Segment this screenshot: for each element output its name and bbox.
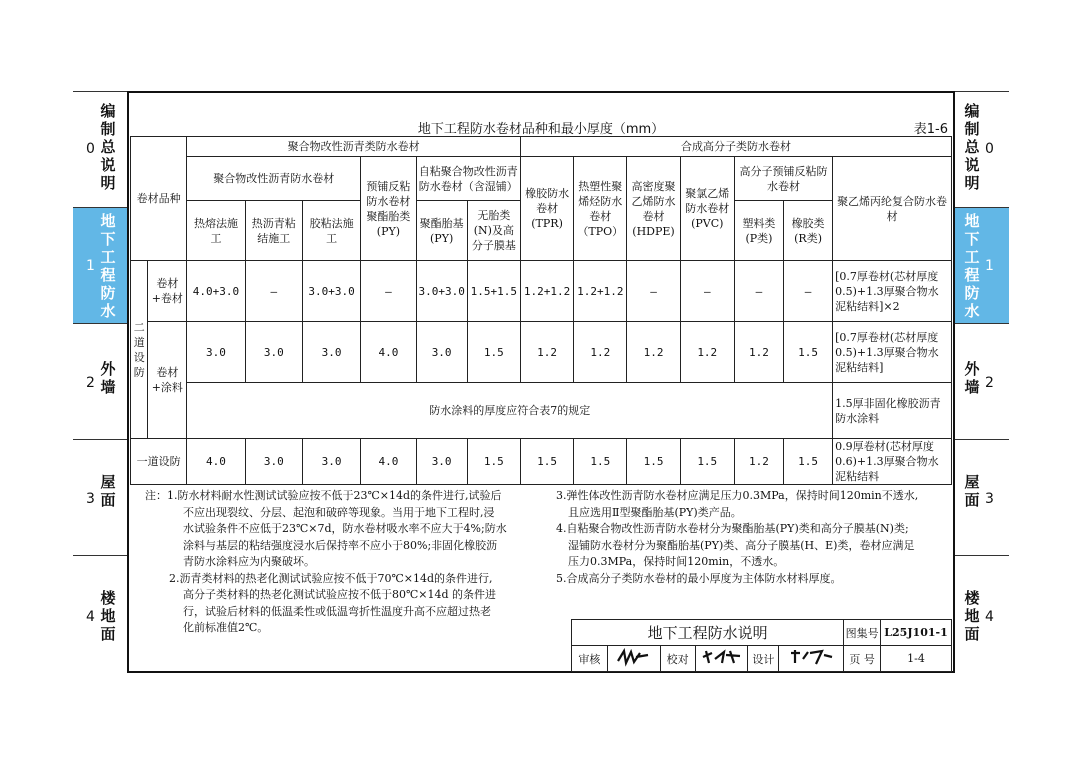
note-line: 涂料与基层的粘结强度浸水后保持率不应小于80%;非固化橡胶沥 xyxy=(183,538,498,552)
sub-hdpe: 高密度聚乙烯防水卷材(HDPE) xyxy=(631,179,676,238)
drawing-name: 地下工程防水说明 xyxy=(572,620,844,646)
tab-3[interactable] xyxy=(955,439,1009,555)
table-cell: 1.2 xyxy=(627,322,680,383)
sub-pre: 预铺反粘防水卷材聚酯胎类(PY) xyxy=(366,179,411,238)
page-number: 1-4 xyxy=(881,646,952,672)
tab-1[interactable] xyxy=(955,207,1009,323)
col-p: 塑料类(P类) xyxy=(734,201,783,261)
tab-number: 2 xyxy=(985,375,994,391)
tab-number: 1 xyxy=(985,258,994,274)
table-cell: 1.2+1.2 xyxy=(574,261,627,322)
note-line: 湿铺防水卷材分为聚酯胎基(PY)类、高分子膜基(H、E)类，卷材应满足 xyxy=(568,538,915,552)
table-cell: 1.5 xyxy=(467,439,520,485)
table-row xyxy=(131,261,952,322)
page-label: 页 号 xyxy=(844,646,881,672)
tab-number: 4 xyxy=(86,609,95,625)
atlas-number: L25J101-1 xyxy=(881,620,952,646)
table-cell: 3.0 xyxy=(302,322,360,383)
tab-label: 屋面 xyxy=(964,473,980,509)
tab-number: 3 xyxy=(985,491,994,507)
sub-self: 自粘聚合物改性沥青防水卷材（含湿铺） xyxy=(418,164,518,193)
table-cell: — xyxy=(734,261,783,322)
tab-label: 楼地面 xyxy=(100,589,116,643)
tab-label: 编制总说明 xyxy=(964,102,980,192)
table-cell: 3.0 xyxy=(416,322,467,383)
table-cell: 1.5+1.5 xyxy=(467,261,520,322)
col-n: 无胎类(N)及高分子膜基 xyxy=(467,201,520,261)
table-cell: — xyxy=(245,261,302,322)
table-cell: — xyxy=(784,261,833,322)
sub-self-cell xyxy=(416,157,520,201)
sub-tpr: 橡胶防水卷材(TPR) xyxy=(525,187,570,230)
sub-pre-cell xyxy=(361,157,416,261)
tab-number: 0 xyxy=(985,141,994,157)
note-line: 5.合成高分子类防水卷材的最小厚度为主体防水材料厚度。 xyxy=(556,571,842,585)
table-row xyxy=(131,322,952,383)
review-label: 审核 xyxy=(572,646,608,672)
table-cell: — xyxy=(680,261,734,322)
group-2-cell xyxy=(520,137,951,157)
membrane-table xyxy=(130,136,952,485)
tab-1[interactable] xyxy=(73,207,127,323)
col-glue: 胶粘法施工 xyxy=(302,201,360,261)
table-cell: 1.5 xyxy=(784,439,833,485)
tab-0[interactable] xyxy=(73,91,127,207)
tab-3[interactable] xyxy=(73,439,127,555)
tab-number: 1 xyxy=(86,258,95,274)
tab-2[interactable] xyxy=(955,323,1009,439)
group-1-cell xyxy=(187,137,521,157)
tab-number: 3 xyxy=(86,491,95,507)
tab-number: 0 xyxy=(86,141,95,157)
table-cell: [0.7厚卷材(芯材厚度0.5)+1.3厚聚合物水泥粘结料] xyxy=(833,322,952,383)
table-number: 表1-6 xyxy=(913,122,948,137)
group-1: 聚合物改性沥青类防水卷材 xyxy=(287,140,420,153)
design-label: 设计 xyxy=(748,646,779,672)
col-header: 卷材品种 xyxy=(136,192,181,205)
signature-icon xyxy=(614,647,654,667)
tab-4[interactable] xyxy=(73,555,127,671)
note-line: 不应出现裂纹、分层、起泡和破碎等现象。当用于地下工程时,浸 xyxy=(183,505,495,519)
table-title: 地下工程防水卷材品种和最小厚度（mm） xyxy=(417,122,665,137)
row-two-label: 二道设防 xyxy=(131,261,148,439)
tab-label: 楼地面 xyxy=(964,589,980,643)
table-cell: 3.0 xyxy=(416,439,467,485)
tab-label: 地下工程防水 xyxy=(964,212,980,320)
row-label: 卷材+卷材 xyxy=(148,261,187,322)
col-py: 聚酯胎基(PY) xyxy=(416,201,467,261)
note-line: 行，试验后材料的低温柔性或低温弯折性温度升高不应超过热老 xyxy=(183,604,491,618)
design-signature xyxy=(779,646,844,672)
note-line: 水试验条件不应低于23℃×7d，防水卷材吸水率不应大于4%;防水 xyxy=(183,522,507,535)
tab-label: 外墙 xyxy=(964,360,980,396)
table-cell: 4.0 xyxy=(361,322,416,383)
note-line: 4.自粘聚合物改性沥青防水卷材分为聚酯胎基(PY)类和高分子膜基(N)类; xyxy=(556,522,909,535)
sub-pvc-cell xyxy=(680,157,734,261)
table-cell: 1.5厚非固化橡胶沥青防水涂料 xyxy=(833,383,952,439)
sub-tpo-cell xyxy=(574,157,627,261)
table-cell: 1.5 xyxy=(574,439,627,485)
note-line: 3.弹性体改性沥青防水卷材应满足压力0.3MPa，保持时间120min不透水, xyxy=(556,489,919,502)
note-line: 压力0.3MPa，保持时间120min，不透水。 xyxy=(568,555,785,568)
notes-right xyxy=(556,488,948,587)
sub-modified-cell xyxy=(187,157,361,201)
col-asp: 热沥青粘结施工 xyxy=(245,201,302,261)
row-one-label: 一道设防 xyxy=(131,439,187,485)
table-cell: — xyxy=(627,261,680,322)
tab-label: 地下工程防水 xyxy=(100,212,116,320)
col-hot: 热熔法施工 xyxy=(187,201,245,261)
sub-hp-cell xyxy=(734,157,832,201)
table-cell: 3.0 xyxy=(245,322,302,383)
title-block xyxy=(571,619,952,672)
check-signature xyxy=(695,646,748,672)
check-label: 校对 xyxy=(660,646,695,672)
note-line: 高分子类材料的热老化测试试验应按不低于80℃×14d 的条件进 xyxy=(183,588,497,601)
sub-tpo: 热塑性聚烯烃防水卷材（TPO） xyxy=(577,179,624,238)
sub-pvc: 聚氯乙烯防水卷材(PVC) xyxy=(685,187,730,230)
review-signature xyxy=(607,646,660,672)
sub-pp-cell xyxy=(833,157,952,261)
table-cell: 1.2 xyxy=(734,322,783,383)
atlas-label: 图集号 xyxy=(844,620,881,646)
col-header-cell xyxy=(131,137,187,261)
table-cell: 3.0 xyxy=(187,322,245,383)
table-cell: 3.0+3.0 xyxy=(416,261,467,322)
sub-modified: 聚合物改性沥青防水卷材 xyxy=(213,172,335,185)
sub-hp: 高分子预铺反粘防水卷材 xyxy=(739,164,828,193)
table-cell: [0.7厚卷材(芯材厚度0.5)+1.3厚聚合物水泥粘结料]×2 xyxy=(833,261,952,322)
table-cell: 1.5 xyxy=(520,439,573,485)
table-cell: 1.5 xyxy=(627,439,680,485)
table-cell: 1.2 xyxy=(734,439,783,485)
notes-left xyxy=(145,488,545,637)
col-r: 橡胶类(R类) xyxy=(784,201,833,261)
group-2: 合成高分子类防水卷材 xyxy=(680,140,791,153)
sub-pp: 聚乙烯丙纶复合防水卷材 xyxy=(837,194,948,223)
table-cell: 0.9厚卷材(芯材厚度0.6)+1.3厚聚合物水泥粘结料 xyxy=(833,439,952,485)
signature-icon xyxy=(786,647,836,667)
table-cell: 1.5 xyxy=(680,439,734,485)
note-line: 青防水涂料应为内聚破坏。 xyxy=(183,555,315,568)
notes-prefix: 注： xyxy=(145,489,167,502)
tab-0[interactable] xyxy=(955,91,1009,207)
tab-number: 4 xyxy=(985,609,994,625)
table-row xyxy=(131,439,952,485)
table-cell: — xyxy=(361,261,416,322)
table-cell: 3.0+3.0 xyxy=(302,261,360,322)
table-cell: 1.2+1.2 xyxy=(520,261,573,322)
table-row xyxy=(131,383,952,439)
table-cell: 4.0 xyxy=(361,439,416,485)
tab-4[interactable] xyxy=(955,555,1009,671)
signature-icon xyxy=(700,647,744,667)
tab-label: 编制总说明 xyxy=(100,102,116,192)
tab-2[interactable] xyxy=(73,323,127,439)
note-line: 化前标准值2℃。 xyxy=(183,621,269,634)
tab-label: 外墙 xyxy=(100,360,116,396)
row-label: 卷材+涂料 xyxy=(148,322,187,439)
table-cell: 1.5 xyxy=(784,322,833,383)
table-cell: 1.2 xyxy=(520,322,573,383)
table-cell: 4.0+3.0 xyxy=(187,261,245,322)
table-cell: 4.0 xyxy=(187,439,245,485)
table-cell: 1.2 xyxy=(574,322,627,383)
note-line: 且应选用Ⅱ型聚酯胎基(PY)类产品。 xyxy=(568,505,742,519)
table-cell: 3.0 xyxy=(302,439,360,485)
table-cell: 3.0 xyxy=(245,439,302,485)
note-line: 1.防水材料耐水性测试试验应按不低于23℃×14d的条件进行,试验后 xyxy=(167,489,502,502)
coating-note-cell: 防水涂料的厚度应符合表7的规定 xyxy=(187,383,833,439)
tab-label: 屋面 xyxy=(100,473,116,509)
note-line: 2.沥青类材料的热老化测试试验应按不低于70℃×14d的条件进行, xyxy=(169,571,493,585)
table-cell: 1.5 xyxy=(467,322,520,383)
tab-number: 2 xyxy=(86,375,95,391)
table-title-bar xyxy=(130,116,952,136)
sub-tpr-cell xyxy=(520,157,573,261)
sub-hdpe-cell xyxy=(627,157,680,261)
table-cell: 1.2 xyxy=(680,322,734,383)
